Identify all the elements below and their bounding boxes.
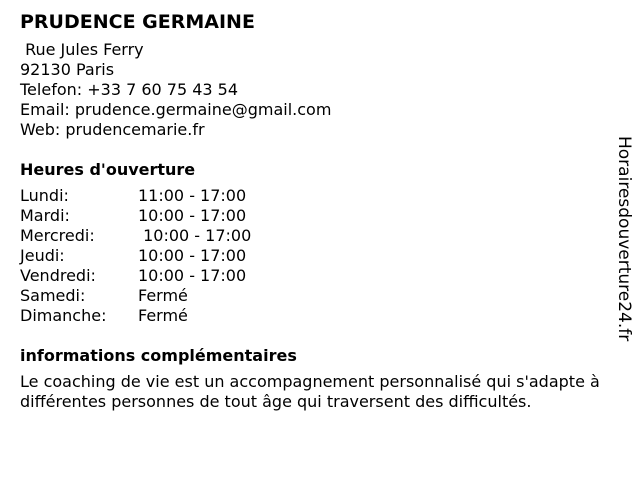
business-listing — [20, 8, 612, 412]
hours-day: Samedi: — [20, 286, 86, 305]
hours-row-monday — [20, 186, 612, 206]
hours-day: Vendredi: — [20, 266, 96, 285]
address-city: 92130 Paris — [20, 60, 115, 79]
email-line: Email: prudence.germaine@gmail.com — [20, 100, 332, 119]
hours-heading: Heures d'ouverture — [20, 160, 196, 179]
address-street: Rue Jules Ferry — [20, 40, 144, 59]
phone-line: Telefon: +33 7 60 75 43 54 — [20, 80, 239, 99]
hours-time: 10:00 - 17:00 — [138, 206, 247, 225]
hours-table — [20, 186, 612, 326]
hours-day: Dimanche: — [20, 306, 107, 325]
hours-day: Jeudi: — [20, 246, 65, 265]
hours-row-friday — [20, 266, 612, 286]
info-description: Le coaching de vie est un accompagnement personnalisé qui s'adapte à différentes personnes de tout âge qui traversent des difficultés. — [20, 372, 600, 411]
hours-time: 10:00 - 17:00 — [138, 226, 252, 245]
hours-day: Mercredi: — [20, 226, 95, 245]
hours-row-sunday — [20, 306, 612, 326]
hours-time: Fermé — [138, 306, 188, 325]
hours-time: 11:00 - 17:00 — [138, 186, 247, 205]
hours-row-saturday — [20, 286, 612, 306]
site-brand-vertical: Horairesdouverture24.fr — [614, 136, 634, 342]
hours-time: Fermé — [138, 286, 188, 305]
hours-day: Mardi: — [20, 206, 70, 225]
hours-time: 10:00 - 17:00 — [138, 266, 247, 285]
hours-row-tuesday — [20, 206, 612, 226]
hours-row-thursday — [20, 246, 612, 266]
hours-time: 10:00 - 17:00 — [138, 246, 247, 265]
hours-day: Lundi: — [20, 186, 69, 205]
hours-row-wednesday — [20, 226, 612, 246]
business-name: PRUDENCE GERMAINE — [20, 11, 255, 33]
web-line: Web: prudencemarie.fr — [20, 120, 205, 139]
info-heading: informations complémentaires — [20, 346, 297, 365]
